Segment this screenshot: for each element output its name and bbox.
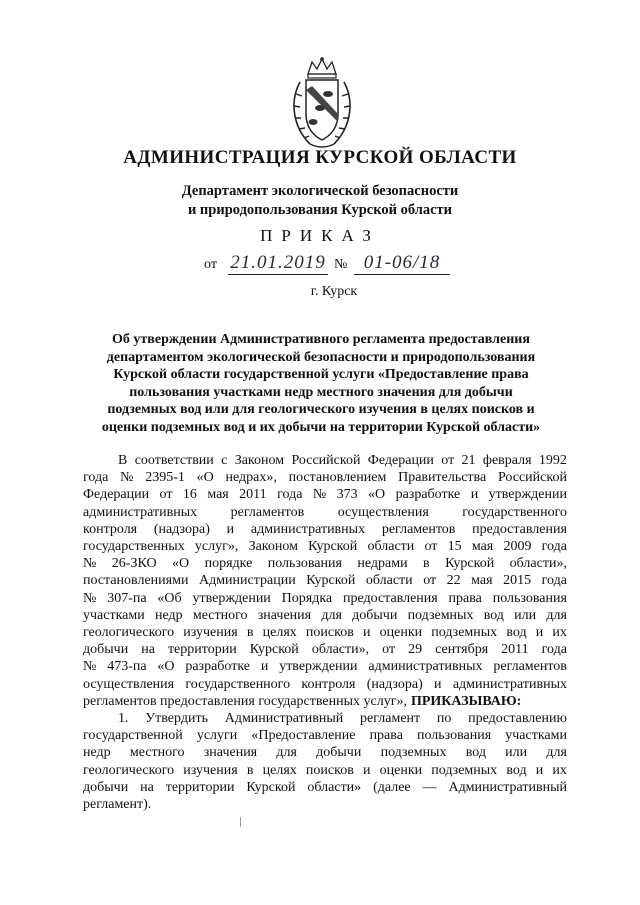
word: геологического bbox=[83, 762, 175, 778]
word: № bbox=[83, 659, 97, 675]
word: подземных bbox=[407, 607, 474, 623]
title-line: пользования участками недр местного значения для добычи bbox=[129, 384, 513, 400]
text-line bbox=[83, 676, 567, 693]
word: участками bbox=[505, 728, 567, 744]
word: на bbox=[141, 642, 155, 658]
text-line bbox=[83, 727, 567, 744]
word: с bbox=[221, 453, 228, 468]
word: и bbox=[260, 659, 269, 675]
text-line: регламент). bbox=[83, 797, 152, 813]
word: оценки bbox=[379, 762, 423, 778]
text-line bbox=[83, 744, 567, 761]
word: № bbox=[312, 487, 327, 503]
word: регламентов bbox=[230, 504, 305, 520]
word: утверждении bbox=[488, 487, 567, 503]
word: Федерации bbox=[367, 453, 434, 468]
word: утверждении bbox=[279, 659, 358, 675]
word: Административный bbox=[448, 779, 567, 795]
date-prefix: от bbox=[204, 257, 217, 272]
word: услуги bbox=[196, 728, 238, 744]
word: Административный bbox=[224, 711, 344, 727]
word: «О bbox=[368, 487, 386, 503]
word: добычи bbox=[352, 607, 398, 623]
word: государственного bbox=[185, 676, 291, 692]
word: вод bbox=[506, 762, 527, 778]
text-line: регламентов предоставления государственных услуг», bbox=[83, 693, 407, 709]
word: их bbox=[552, 625, 567, 641]
order-title bbox=[78, 331, 564, 436]
word: от bbox=[423, 573, 437, 589]
word: № bbox=[83, 590, 97, 606]
word: или bbox=[505, 745, 528, 761]
word: года bbox=[541, 642, 567, 658]
word: области», bbox=[509, 556, 567, 572]
word: вод bbox=[506, 625, 527, 641]
text-line bbox=[83, 590, 567, 607]
word: (надзора) bbox=[153, 521, 210, 537]
word: «О bbox=[196, 470, 214, 486]
word: Курской bbox=[249, 642, 299, 658]
text-line bbox=[83, 624, 567, 641]
word: 1. bbox=[118, 711, 129, 727]
word: «О bbox=[172, 556, 190, 572]
word: недрами bbox=[357, 556, 408, 572]
word: мая bbox=[471, 539, 494, 555]
text-line bbox=[83, 572, 567, 589]
preamble-paragraph bbox=[83, 452, 567, 693]
document-type-heading: ПРИКАЗ bbox=[260, 226, 380, 245]
word: февраля bbox=[482, 453, 532, 468]
word: добычи bbox=[83, 779, 129, 795]
word: и bbox=[362, 625, 371, 641]
word: Курской bbox=[308, 539, 358, 555]
word: административных bbox=[452, 676, 567, 692]
word: территории bbox=[167, 642, 237, 658]
text-line bbox=[83, 452, 567, 469]
word: от bbox=[441, 453, 455, 468]
word: «Предоставление bbox=[251, 728, 356, 744]
title-line: департаментом экологической безопасности и природопользования bbox=[106, 349, 536, 365]
text-line bbox=[83, 538, 567, 555]
word: в bbox=[423, 556, 430, 572]
word: разработке bbox=[185, 659, 251, 675]
word: от bbox=[424, 539, 438, 555]
word: № bbox=[120, 470, 134, 486]
word: Законом bbox=[234, 453, 285, 468]
word: регламентов bbox=[381, 521, 456, 537]
word: регламент bbox=[360, 711, 421, 727]
word: 29 bbox=[408, 642, 423, 658]
word: или bbox=[514, 607, 537, 623]
city-line: г. Курск bbox=[310, 284, 358, 299]
word: от bbox=[382, 642, 396, 658]
word: года bbox=[541, 539, 567, 555]
department-heading bbox=[0, 182, 640, 220]
word: 2009 bbox=[503, 539, 532, 555]
text-line bbox=[83, 504, 567, 521]
word: подземных bbox=[431, 625, 498, 641]
word: вод bbox=[483, 607, 504, 623]
word: пользования bbox=[416, 728, 492, 744]
word: поисков bbox=[305, 762, 354, 778]
word: для bbox=[276, 745, 297, 761]
word: предоставлению bbox=[468, 711, 567, 727]
word: области bbox=[367, 539, 415, 555]
word: области», bbox=[311, 642, 370, 658]
word: Законом bbox=[248, 539, 298, 555]
title-line: оценки подземных вод и их добычи на территории Курской области» bbox=[101, 419, 541, 435]
word: (далее bbox=[373, 779, 411, 795]
handwritten-order-number: 01-06/18 bbox=[354, 252, 450, 275]
word: 473-па bbox=[107, 659, 147, 675]
word: 373 bbox=[336, 487, 358, 503]
word: целях bbox=[262, 762, 297, 778]
word: № bbox=[83, 556, 97, 572]
department-line: Департамент экологической безопасности bbox=[181, 183, 459, 199]
word: 26-ЗКО bbox=[111, 556, 157, 572]
text-line bbox=[83, 762, 567, 779]
word: года bbox=[277, 487, 303, 503]
word: государственного bbox=[462, 504, 567, 520]
word: постановлением bbox=[288, 470, 387, 486]
word: Российской bbox=[497, 470, 567, 486]
word: недрах», bbox=[225, 470, 277, 486]
order-item-1 bbox=[83, 710, 567, 796]
word: 16 bbox=[182, 487, 197, 503]
word: Курской bbox=[246, 779, 296, 795]
word: предоставления bbox=[342, 590, 438, 606]
word: для bbox=[546, 745, 567, 761]
text-line bbox=[83, 710, 567, 727]
word: местного bbox=[129, 745, 185, 761]
word: 22 bbox=[446, 573, 461, 589]
word: местного bbox=[192, 607, 248, 623]
text-line bbox=[83, 779, 567, 796]
word: соответствии bbox=[134, 453, 214, 468]
text-line bbox=[83, 486, 567, 503]
word: и bbox=[226, 521, 235, 537]
word: 1992 bbox=[538, 453, 567, 468]
word: оценки bbox=[379, 625, 423, 641]
word: года bbox=[83, 470, 109, 486]
word: 2015 bbox=[503, 573, 532, 589]
word: участками bbox=[83, 607, 145, 623]
word: мая bbox=[207, 487, 229, 503]
word: и bbox=[470, 487, 479, 503]
word: контроля bbox=[83, 521, 138, 537]
title-line: подземных вод или для геологического изучения в целях поисков и bbox=[107, 402, 535, 417]
word: утверждении bbox=[192, 590, 271, 606]
word: и bbox=[434, 676, 442, 692]
word: административных bbox=[250, 521, 366, 537]
word: 2011 bbox=[501, 642, 529, 658]
administration-heading: АДМИНИСТРАЦИЯ КУРСКОЙ ОБЛАСТИ bbox=[123, 147, 517, 168]
text-line bbox=[83, 521, 567, 538]
text-line bbox=[83, 555, 567, 572]
word: 2395-1 bbox=[145, 470, 185, 486]
word: 15 bbox=[447, 539, 462, 555]
word: изучения bbox=[183, 762, 238, 778]
title-line: Об утверждении Административного регламента предоставления bbox=[112, 332, 530, 347]
word: для bbox=[321, 607, 342, 623]
text-line bbox=[83, 607, 567, 624]
word: осуществления bbox=[337, 504, 429, 520]
word: вод bbox=[465, 745, 486, 761]
word: — bbox=[422, 779, 437, 795]
word: пользования bbox=[492, 590, 567, 606]
word: «Об bbox=[157, 590, 182, 606]
word: от bbox=[159, 487, 173, 503]
word: осуществления bbox=[83, 676, 175, 692]
word: добычи bbox=[316, 745, 362, 761]
word: права bbox=[369, 728, 403, 744]
scan-mark bbox=[240, 817, 241, 827]
word: административных bbox=[368, 659, 483, 675]
word: и bbox=[362, 762, 371, 778]
word: государственной bbox=[83, 728, 183, 744]
word: права bbox=[448, 590, 482, 606]
word: области bbox=[365, 573, 413, 589]
word: года bbox=[541, 573, 567, 589]
word: Российской bbox=[291, 453, 361, 468]
word: по bbox=[436, 711, 452, 727]
order-date-number-line bbox=[204, 252, 464, 278]
text-line bbox=[83, 658, 567, 675]
word: области» bbox=[307, 779, 362, 795]
word: и bbox=[535, 762, 544, 778]
word: в bbox=[246, 762, 254, 778]
word: подземных bbox=[380, 745, 447, 761]
department-line: и природопользования Курской области bbox=[187, 202, 453, 218]
word: предоставления bbox=[472, 521, 567, 537]
word: в bbox=[246, 625, 254, 641]
word: государственных bbox=[83, 539, 185, 555]
order-word: ПРИКАЗЫВАЮ: bbox=[410, 693, 522, 709]
word: услуг», bbox=[194, 539, 239, 555]
word: Порядка bbox=[281, 590, 333, 606]
word: и bbox=[535, 625, 544, 641]
word: сентября bbox=[435, 642, 489, 658]
number-prefix: № bbox=[334, 257, 348, 272]
word: разработке bbox=[395, 487, 461, 503]
word: поисков bbox=[305, 625, 354, 641]
word: геологического bbox=[83, 625, 175, 641]
word: Федерации bbox=[83, 487, 150, 503]
word: Правительства bbox=[398, 470, 487, 486]
word: (надзора) bbox=[366, 676, 423, 692]
word: 21 bbox=[461, 453, 476, 468]
word: пользования bbox=[267, 556, 342, 572]
word: мая bbox=[471, 573, 493, 589]
word: Администрации bbox=[198, 573, 296, 589]
order-body bbox=[83, 452, 567, 813]
text-line bbox=[83, 641, 567, 658]
word: добычи bbox=[83, 642, 129, 658]
word: на bbox=[140, 779, 154, 795]
word: изучения bbox=[183, 625, 238, 641]
word: 2011 bbox=[239, 487, 267, 503]
word: административных bbox=[83, 504, 198, 520]
word: недр bbox=[154, 607, 183, 623]
word: их bbox=[552, 762, 567, 778]
title-line: Курской области государственной услуги «Предоставление права bbox=[113, 367, 529, 382]
word: значения bbox=[257, 607, 312, 623]
preamble-last-line bbox=[83, 693, 567, 710]
handwritten-date: 21.01.2019 bbox=[228, 252, 328, 275]
word: порядке bbox=[204, 556, 253, 572]
kursk-coat-of-arms-emblem bbox=[286, 56, 358, 152]
text-line bbox=[83, 469, 567, 486]
word: Курской bbox=[306, 573, 356, 589]
word: В bbox=[118, 453, 128, 468]
word: значения bbox=[203, 745, 258, 761]
word: Курской bbox=[445, 556, 495, 572]
word: регламентов bbox=[493, 659, 567, 675]
word: Утвердить bbox=[145, 711, 208, 727]
word: подземных bbox=[431, 762, 498, 778]
word: 307-па bbox=[107, 590, 147, 606]
word: «О bbox=[157, 659, 175, 675]
word: постановлениями bbox=[83, 573, 189, 589]
word: недр bbox=[83, 745, 111, 761]
word: целях bbox=[262, 625, 297, 641]
word: территории bbox=[165, 779, 235, 795]
word: контроля bbox=[301, 676, 356, 692]
word: для bbox=[546, 607, 567, 623]
